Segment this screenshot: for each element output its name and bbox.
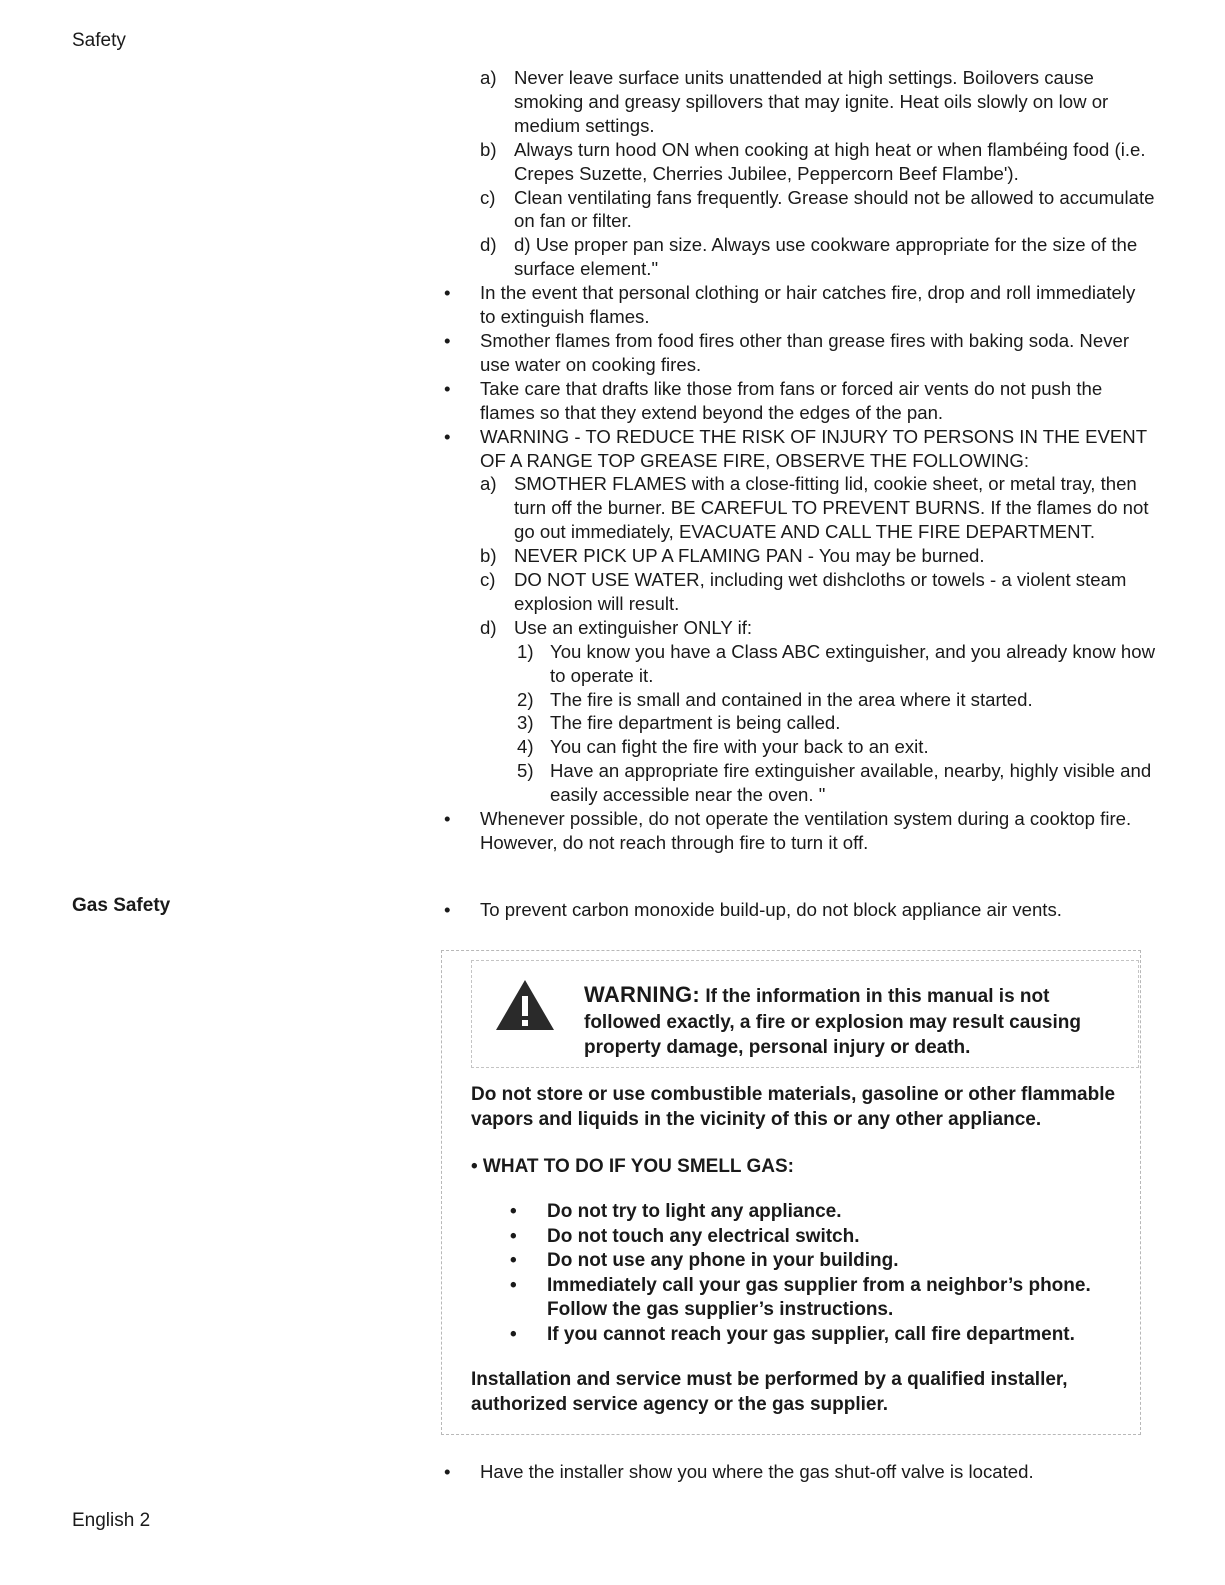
gas-safety-heading: Gas Safety bbox=[72, 895, 171, 916]
bullet-text: Take care that drafts like those from fans or forced air vents do not push the flames so that they extend beyond the edges of the pan. bbox=[480, 377, 1103, 423]
bullet-marker: • bbox=[444, 808, 451, 830]
bullet-marker: • bbox=[510, 1250, 517, 1271]
list-item bbox=[480, 616, 1155, 640]
step-text: Do not touch any electrical switch. bbox=[547, 1225, 860, 1247]
smell-gas-heading: • WHAT TO DO IF YOU SMELL GAS: bbox=[471, 1156, 794, 1177]
list-marker: d) bbox=[480, 234, 497, 256]
item-text: You can fight the fire with your back to an exit. bbox=[550, 736, 929, 758]
list-item bbox=[480, 568, 1155, 616]
step-text: If you cannot reach your gas supplier, call fire department. bbox=[547, 1323, 1075, 1345]
bullet-item bbox=[444, 281, 1155, 329]
list-item bbox=[510, 1200, 1130, 1225]
bullet-text: Have the installer show you where the gas shut-off valve is located. bbox=[480, 1461, 1034, 1482]
storage-warning: Do not store or use combustible materials, gasoline or other flammable vapors and liquids in the vicinity of this or any other appliance. bbox=[471, 1084, 1116, 1130]
item-text: Always turn hood ON when cooking at high heat or when flambéing food (i.e. Crepes Suzette, Cherries Jubilee, Peppercorn Beef Flambe'). bbox=[514, 138, 1146, 184]
item-text: Use an extinguisher ONLY if: bbox=[514, 616, 753, 638]
bullet-text: Smother flames from food fires other than grease fires with baking soda. Never use water on cooking fires. bbox=[480, 329, 1130, 375]
bullet-marker: • bbox=[444, 1461, 451, 1482]
bullet-item bbox=[444, 329, 1155, 377]
number-marker: 5) bbox=[517, 760, 534, 782]
numbered-item bbox=[480, 759, 1155, 807]
numbered-item bbox=[480, 640, 1155, 688]
bullet-marker: • bbox=[510, 1225, 517, 1247]
numbered-item bbox=[480, 688, 1155, 712]
bullet-text: To prevent carbon monoxide build-up, do not block appliance air vents. bbox=[480, 899, 1062, 920]
item-text: Have an appropriate fire extinguisher available, nearby, highly visible and easily accessible near the oven. " bbox=[550, 760, 1152, 806]
number-marker: 4) bbox=[517, 736, 534, 758]
warning-triangle-icon bbox=[494, 978, 556, 1032]
bullet-marker: • bbox=[444, 425, 451, 447]
warning-label: WARNING: bbox=[584, 982, 701, 1007]
list-item bbox=[480, 472, 1155, 544]
bullet-marker: • bbox=[510, 1323, 517, 1345]
bullet-text: In the event that personal clothing or hair catches fire, drop and roll immediately to extinguish flames. bbox=[480, 282, 1136, 328]
bullet-item bbox=[444, 425, 1155, 473]
item-text: Never leave surface units unattended at high settings. Boilovers cause smoking and greasy spillovers that may ignite. Heat oils slowly on low or medium settings. bbox=[514, 67, 1109, 136]
warning-message bbox=[584, 982, 1114, 1061]
item-text: SMOTHER FLAMES with a close-fitting lid, cookie sheet, or metal tray, then turn off the burner. BE CAREFUL TO PREVENT BURNS. If the flames do not go out immediately, EVACUATE AND CALL THE FIRE DEPARTMENT. bbox=[514, 473, 1149, 543]
list-item bbox=[480, 544, 1155, 568]
bullet-marker: • bbox=[444, 329, 451, 351]
warning-body: If the information in this manual is not followed exactly, a fire or explosion may result causing property damage, personal injury or death. bbox=[584, 986, 1081, 1058]
list-item bbox=[480, 138, 1155, 186]
number-marker: 3) bbox=[517, 712, 534, 734]
list-marker: d) bbox=[480, 616, 497, 638]
smell-gas-steps bbox=[510, 1200, 1130, 1347]
page-number: English 2 bbox=[72, 1510, 151, 1531]
item-text: The fire department is being called. bbox=[550, 712, 841, 734]
bullet-marker: • bbox=[510, 1274, 517, 1296]
numbered-item bbox=[480, 735, 1155, 759]
step-text: Do not use any phone in your building. bbox=[547, 1250, 899, 1271]
number-marker: 1) bbox=[517, 640, 534, 662]
list-item bbox=[510, 1323, 1130, 1348]
bullet-item bbox=[444, 377, 1155, 425]
list-item bbox=[510, 1225, 1130, 1250]
list-marker: a) bbox=[480, 473, 497, 495]
bullet-marker: • bbox=[444, 282, 451, 304]
bullet-item bbox=[444, 807, 1155, 855]
safety-content bbox=[444, 66, 1156, 855]
list-item bbox=[480, 233, 1155, 281]
list-item bbox=[480, 186, 1155, 234]
item-text: d) Use proper pan size. Always use cookware appropriate for the size of the surface element." bbox=[514, 234, 1138, 280]
item-text: NEVER PICK UP A FLAMING PAN - You may be burned. bbox=[514, 545, 985, 567]
item-text: Clean ventilating fans frequently. Grease should not be allowed to accumulate on fan or filter. bbox=[514, 186, 1155, 232]
item-text: You know you have a Class ABC extinguisher, and you already know how to operate it. bbox=[550, 640, 1156, 686]
bullet-marker: • bbox=[444, 377, 451, 399]
bullet-marker: • bbox=[510, 1201, 517, 1222]
bullet-marker: • bbox=[444, 899, 451, 920]
list-marker: b) bbox=[480, 138, 497, 160]
item-text: The fire is small and contained in the area where it started. bbox=[550, 688, 1033, 710]
list-item bbox=[510, 1249, 1130, 1274]
shutoff-bullet bbox=[444, 1460, 1155, 1484]
gas-bullet bbox=[444, 898, 1155, 922]
numbered-item bbox=[480, 711, 1155, 735]
item-text: DO NOT USE WATER, including wet dishcloths or towels - a violent steam explosion will result. bbox=[514, 569, 1127, 614]
list-marker: a) bbox=[480, 67, 497, 88]
step-text: Do not try to light any appliance. bbox=[547, 1201, 842, 1222]
list-marker: c) bbox=[480, 569, 496, 591]
section-header: Safety bbox=[72, 30, 126, 51]
list-marker: b) bbox=[480, 545, 497, 567]
bullet-text: WARNING - TO REDUCE THE RISK OF INJURY TO PERSONS IN THE EVENT OF A RANGE TOP GREASE FIRE, OBSERVE THE FOLLOWING: bbox=[480, 425, 1147, 471]
step-text: Immediately call your gas supplier from a neighbor’s phone. Follow the gas supplier’s instructions. bbox=[547, 1274, 1091, 1320]
list-marker: c) bbox=[480, 186, 496, 208]
bullet-text: Whenever possible, do not operate the ventilation system during a cooktop fire. However, do not reach through fire to turn it off. bbox=[480, 808, 1132, 853]
list-item bbox=[510, 1274, 1130, 1323]
installation-note: Installation and service must be performed by a qualified installer, authorized service agency or the gas supplier. bbox=[471, 1369, 1068, 1415]
list-item bbox=[480, 66, 1155, 138]
number-marker: 2) bbox=[517, 688, 534, 710]
